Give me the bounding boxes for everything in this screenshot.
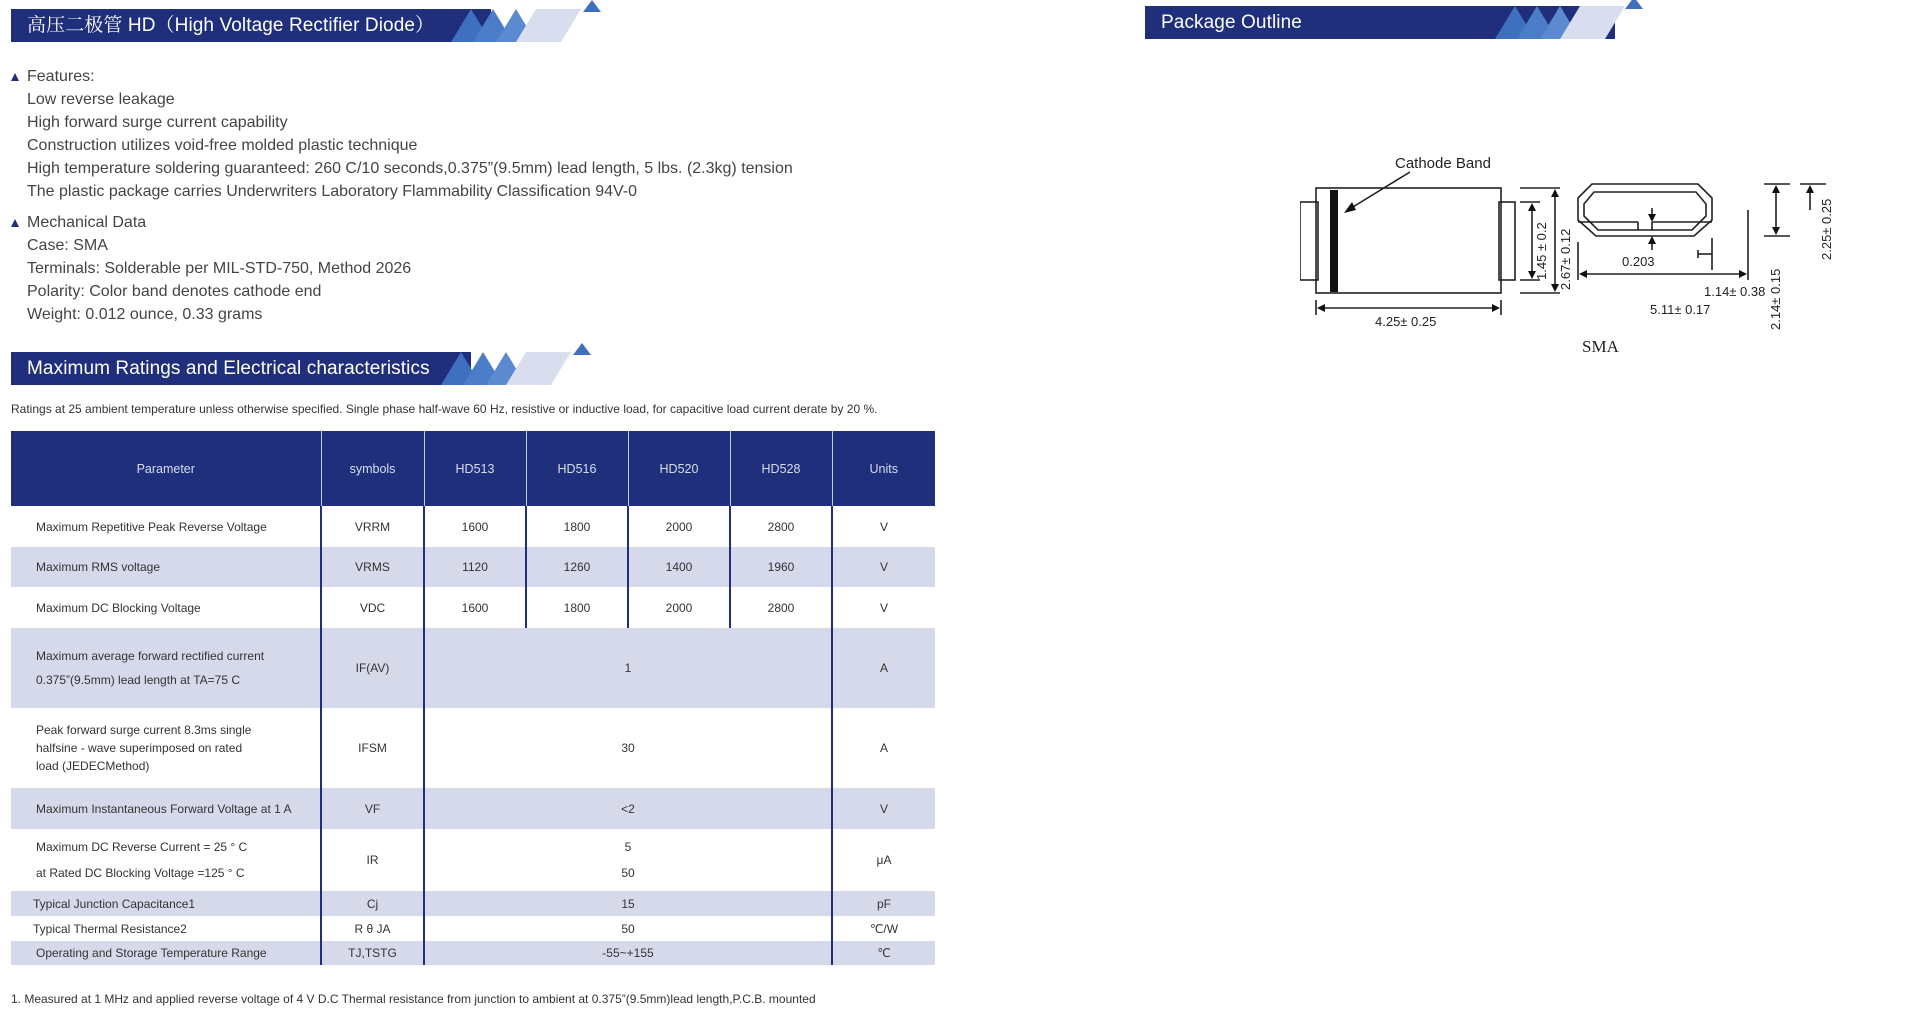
value-cell: 2800: [730, 506, 832, 547]
table-row: [11, 587, 935, 628]
symbol-cell: TJ,TSTG: [321, 941, 424, 965]
symbol-cell: IF(AV): [321, 628, 424, 708]
features-section: [11, 65, 793, 203]
parameter-cell: Typical Junction Capacitance1: [11, 891, 321, 916]
parameter-cell: Maximum Repetitive Peak Reverse Voltage: [11, 506, 321, 547]
package-section-header: [1145, 6, 1615, 39]
features-heading: Features:: [27, 68, 95, 85]
footnote: 1. Measured at 1 MHz and applied reverse voltage of 4 V D.C Thermal resistance from junction to ambient at 0.375”(9.5mm)lead length,P.C.B. mounted: [11, 992, 816, 1006]
value-cell: 2800: [730, 587, 832, 628]
value-cell: 1600: [424, 506, 526, 547]
package-body: [1316, 188, 1501, 293]
package-name-label: SMA: [1582, 337, 1619, 356]
symbol-cell: VDC: [321, 587, 424, 628]
parameter-cell: Maximum Instantaneous Forward Voltage at 1 A: [11, 788, 321, 829]
lead-height-dimension: 2.14± 0.15: [1768, 268, 1783, 330]
column-header: symbols: [321, 431, 424, 506]
symbol-cell: IFSM: [321, 708, 424, 788]
symbol-cell: VRMS: [321, 547, 424, 587]
table-header-row: [11, 431, 935, 506]
parameter-line: Maximum average forward rectified current: [36, 649, 265, 663]
header-decoration: [441, 352, 611, 385]
length-dimension: 4.25± 0.25: [1375, 314, 1437, 329]
package-title: Package Outline: [1161, 12, 1302, 33]
ratings-table: [11, 431, 935, 965]
column-header: HD513: [424, 431, 526, 506]
parameter-cell: [11, 829, 321, 891]
value-cell: 1400: [628, 547, 730, 587]
table-row: [11, 891, 935, 916]
product-section-header: [11, 9, 491, 42]
parameter-line: Peak forward surge current 8.3ms single: [36, 723, 252, 737]
value-cell: 1960: [730, 547, 832, 587]
value-line: 5: [624, 840, 632, 854]
value-line: 50: [621, 866, 635, 880]
unit-cell: ℃/W: [832, 916, 935, 941]
ratings-title: Maximum Ratings and Electrical characteristics: [27, 358, 430, 379]
column-header: Parameter: [11, 431, 321, 506]
mechanical-heading: Mechanical Data: [27, 214, 147, 231]
value-cell: 50: [424, 916, 832, 941]
parameter-cell: [11, 628, 321, 708]
table-row: [11, 506, 935, 547]
lead-length-dimension: 1.14± 0.38: [1704, 284, 1766, 299]
symbol-cell: IR: [321, 829, 424, 891]
value-cell: 1120: [424, 547, 526, 587]
parameter-line: load (JEDECMethod): [36, 759, 150, 773]
mechanical-data-section: [11, 211, 411, 326]
unit-cell: V: [832, 788, 935, 829]
cathode-band-label: Cathode Band: [1395, 155, 1491, 172]
band-height-dimension: 1.45 ± 0.2: [1534, 222, 1549, 280]
table-row: [11, 628, 935, 708]
parameter-line: at Rated DC Blocking Voltage =125 ° C: [36, 866, 245, 880]
header-decoration: [1495, 6, 1665, 39]
feature-item: The plastic package carries Underwriters Laboratory Flammability Classification 94V-0: [27, 183, 638, 200]
table-row: [11, 941, 935, 965]
value-cell: 30: [424, 708, 832, 788]
value-cell: 15: [424, 891, 832, 916]
ratings-section-header: [11, 352, 471, 385]
lead-thickness-dimension: 0.203: [1622, 254, 1655, 269]
value-cell: [424, 829, 832, 891]
overall-width-dimension: 5.11± 0.17: [1650, 302, 1711, 317]
cathode-band: [1330, 190, 1338, 292]
column-header: Units: [832, 431, 935, 506]
outline-labels: [1375, 155, 1834, 356]
table-row: [11, 916, 935, 941]
parameter-line: 0.375”(9.5mm) lead length at TA=75 C: [36, 673, 240, 687]
column-header: HD528: [730, 431, 832, 506]
mechanical-item: Polarity: Color band denotes cathode end: [27, 283, 322, 300]
feature-item: High forward surge current capability: [27, 114, 288, 131]
value-cell: 2000: [628, 506, 730, 547]
symbol-cell: Cj: [321, 891, 424, 916]
package-height-dimension: 2.25± 0.25: [1819, 198, 1834, 260]
parameter-cell: Maximum RMS voltage: [11, 547, 321, 587]
feature-item: Construction utilizes void-free molded plastic technique: [27, 137, 418, 154]
bullet-triangle-icon: [11, 219, 19, 227]
table-row: [11, 547, 935, 587]
product-title: 高压二极管 HD（High Voltage Rectifier Diode）: [27, 15, 435, 36]
unit-cell: A: [832, 708, 935, 788]
value-cell: 1: [424, 628, 832, 708]
symbol-cell: VF: [321, 788, 424, 829]
feature-item: Low reverse leakage: [27, 91, 175, 108]
value-cell: 1600: [424, 587, 526, 628]
feature-item: High temperature soldering guaranteed: 260 C/10 seconds,0.375”(9.5mm) lead length, 5 lbs. (2.3kg) tension: [27, 160, 793, 177]
value-cell: 2000: [628, 587, 730, 628]
parameter-line: Maximum DC Reverse Current = 25 ° C: [36, 840, 248, 854]
unit-cell: μA: [832, 829, 935, 891]
table-row: [11, 829, 935, 891]
table-row: [11, 788, 935, 829]
table-row: [11, 708, 935, 788]
column-header: HD516: [526, 431, 628, 506]
value-cell: 1260: [526, 547, 628, 587]
unit-cell: V: [832, 547, 935, 587]
unit-cell: pF: [832, 891, 935, 916]
symbol-cell: R θ JA: [321, 916, 424, 941]
unit-cell: A: [832, 628, 935, 708]
parameter-cell: Maximum DC Blocking Voltage: [11, 587, 321, 628]
cathode-pointer: [1348, 172, 1410, 210]
column-header: HD520: [628, 431, 730, 506]
symbol-cell: VRRM: [321, 506, 424, 547]
parameter-cell: [11, 708, 321, 788]
parameter-cell: Typical Thermal Resistance2: [11, 916, 321, 941]
mechanical-item: Case: SMA: [27, 237, 108, 254]
bullet-triangle-icon: [11, 73, 19, 81]
sma-package-outline-drawing: [1300, 150, 1920, 370]
value-cell: 1800: [526, 506, 628, 547]
mechanical-item: Weight: 0.012 ounce, 0.33 grams: [27, 306, 263, 323]
unit-cell: V: [832, 506, 935, 547]
body-height-dimension: 2.67± 0.12: [1558, 228, 1573, 290]
rating-conditions-note: Ratings at 25 ambient temperature unless otherwise specified. Single phase half-wave 60 Hz, resistive or inductive load, for capacitive load current derate by 20 %.: [11, 402, 878, 416]
value-cell: 1800: [526, 587, 628, 628]
header-decoration: [451, 9, 621, 42]
unit-cell: ℃: [832, 941, 935, 965]
parameter-cell: Operating and Storage Temperature Range: [11, 941, 321, 965]
value-cell: <2: [424, 788, 832, 829]
value-cell: -55~+155: [424, 941, 832, 965]
unit-cell: V: [832, 587, 935, 628]
mechanical-item: Terminals: Solderable per MIL-STD-750, Method 2026: [27, 260, 412, 277]
parameter-line: halfsine - wave superimposed on rated: [36, 741, 243, 755]
